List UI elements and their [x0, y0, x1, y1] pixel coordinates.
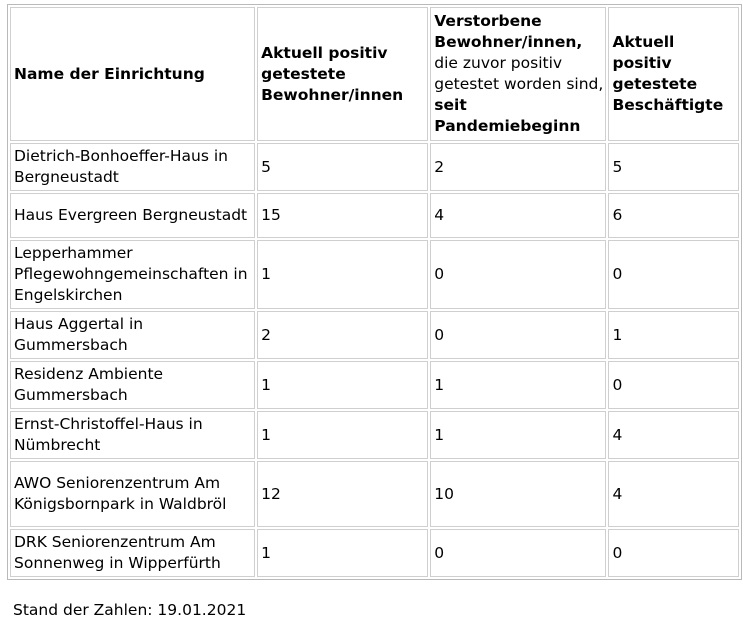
header-deceased-residents: [430, 7, 606, 141]
cell-facility-name: Haus Aggertal in Gummersbach: [10, 311, 255, 359]
cell-deceased: 0: [430, 529, 606, 577]
header-deceased-normal: die zuvor positiv getestet worden sind,: [434, 54, 604, 93]
cell-deceased: 1: [430, 361, 606, 409]
header-positive-staff: Aktuell positiv getestete Beschäftigte: [608, 7, 739, 141]
cell-deceased: 4: [430, 193, 606, 238]
cell-positive-residents: 1: [257, 240, 428, 309]
cell-positive-residents: 5: [257, 143, 428, 191]
cell-positive-residents: 12: [257, 461, 428, 527]
cell-facility-name: Residenz Ambiente Gummersbach: [10, 361, 255, 409]
cell-facility-name: Ernst-Christoffel-Haus in Nümbrecht: [10, 411, 255, 459]
cell-deceased: 0: [430, 240, 606, 309]
table-row: [10, 461, 739, 527]
cell-positive-staff: 0: [608, 529, 739, 577]
cell-positive-residents: 15: [257, 193, 428, 238]
table-row: [10, 143, 739, 191]
header-facility-name: Name der Einrichtung: [10, 7, 255, 141]
cell-positive-staff: 5: [608, 143, 739, 191]
cell-positive-staff: 4: [608, 411, 739, 459]
facilities-table: [7, 4, 742, 580]
table-row: [10, 240, 739, 309]
table-row: [10, 529, 739, 577]
cell-positive-staff: 1: [608, 311, 739, 359]
cell-positive-residents: 2: [257, 311, 428, 359]
header-positive-residents: Aktuell positiv getestete Bewohner/innen: [257, 7, 428, 141]
cell-positive-residents: 1: [257, 361, 428, 409]
cell-deceased: 2: [430, 143, 606, 191]
table-row: [10, 193, 739, 238]
cell-positive-staff: 6: [608, 193, 739, 238]
cell-positive-staff: 4: [608, 461, 739, 527]
cell-facility-name: Dietrich-Bonhoeffer-Haus in Bergneustadt: [10, 143, 255, 191]
cell-deceased: 10: [430, 461, 606, 527]
cell-deceased: 1: [430, 411, 606, 459]
header-deceased-bold2: seit Pandemiebeginn: [434, 96, 581, 135]
cell-facility-name: AWO Seniorenzentrum Am Königsbornpark in Waldbröl: [10, 461, 255, 527]
cell-positive-staff: 0: [608, 240, 739, 309]
cell-deceased: 0: [430, 311, 606, 359]
cell-positive-residents: 1: [257, 529, 428, 577]
table-row: [10, 361, 739, 409]
header-deceased-bold: Verstorbene Bewohner/innen,: [434, 12, 583, 51]
table-row: [10, 311, 739, 359]
data-date-note: Stand der Zahlen: 19.01.2021: [13, 601, 247, 619]
cell-facility-name: Haus Evergreen Bergneustadt: [10, 193, 255, 238]
cell-facility-name: Lepperhammer Pflegewohngemeinschaften in Engelskirchen: [10, 240, 255, 309]
table-row: [10, 411, 739, 459]
cell-positive-residents: 1: [257, 411, 428, 459]
table-header-row: [10, 7, 739, 141]
cell-positive-staff: 0: [608, 361, 739, 409]
cell-facility-name: DRK Seniorenzentrum Am Sonnenweg in Wipperfürth: [10, 529, 255, 577]
